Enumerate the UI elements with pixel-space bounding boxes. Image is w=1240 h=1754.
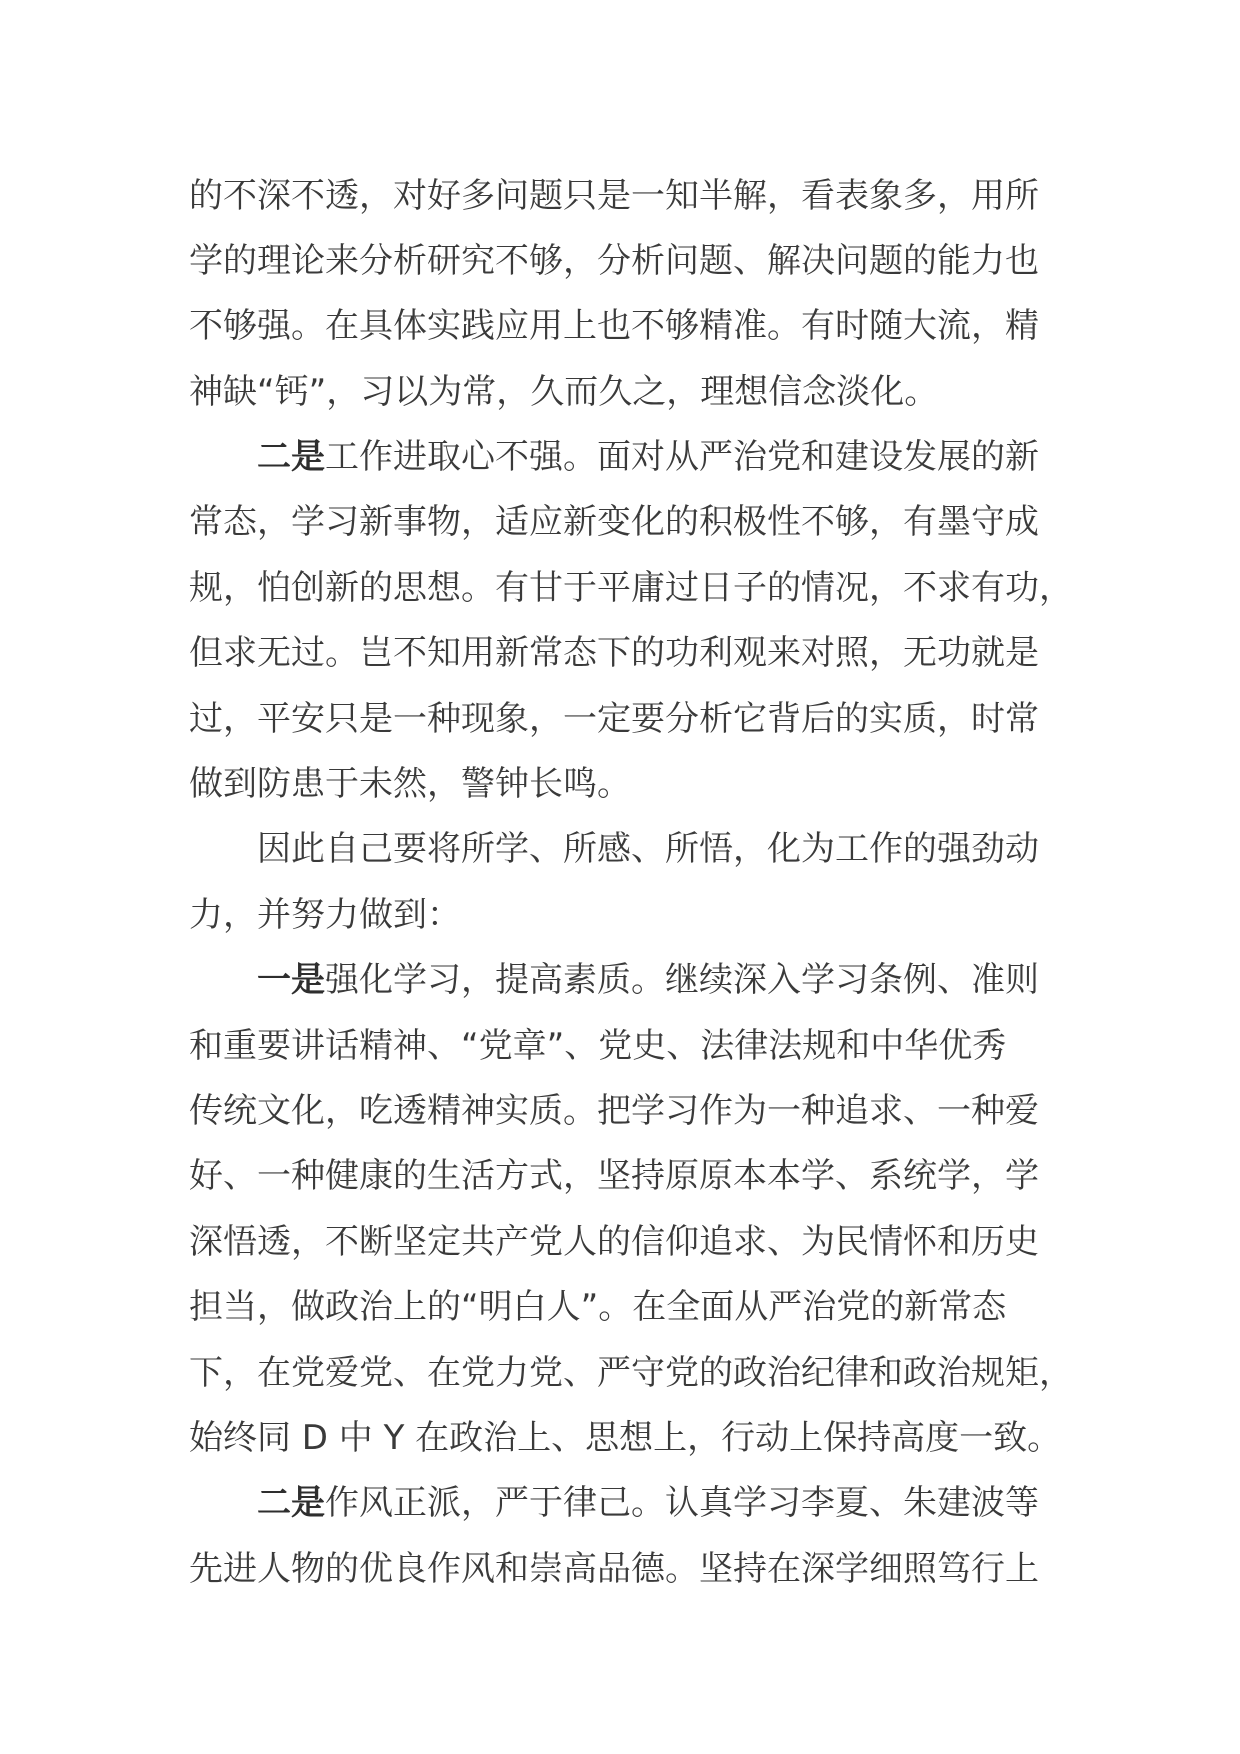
line-text: 神缺“钙”，习以为常，久而久之，理想信念淡化。	[189, 372, 939, 412]
body-line	[189, 691, 1039, 747]
body-line	[189, 1083, 1039, 1139]
paragraph-lead: 一是	[257, 960, 325, 1000]
line-text: 下，在党爱党、在党力党、严守党的政治纪律和政治规矩，	[189, 1353, 1073, 1393]
line-text: 常态，学习新事物，适应新变化的积极性不够，有墨守成	[189, 502, 1039, 542]
paragraph-lead: 二是	[257, 1483, 325, 1523]
line-text: 规，怕创新的思想。有甘于平庸过日子的情况，不求有功，	[189, 568, 1073, 608]
body-line	[189, 494, 1039, 550]
body-line	[189, 364, 938, 420]
body-line	[189, 1214, 1039, 1270]
paragraph-first-line	[257, 429, 1039, 485]
line-text: 力，并努力做到：	[189, 895, 461, 935]
body-line	[189, 560, 1073, 616]
body-line	[189, 1345, 1073, 1401]
line-text: 做到防患于未然，警钟长鸣。	[189, 764, 631, 804]
line-text: 强化学习，提高素质。继续深入学习条例、准则	[325, 960, 1039, 1000]
body-line	[189, 298, 1039, 354]
line-text: 不够强。在具体实践应用上也不够精准。有时随大流，精	[189, 306, 1039, 346]
paragraph-first-line	[257, 1475, 1039, 1531]
line-text: 作风正派，严于律己。认真学习李夏、朱建波等	[325, 1483, 1039, 1523]
body-line	[189, 887, 461, 943]
line-text: 深悟透，不断坚定共产党人的信仰追求、为民情怀和历史	[189, 1222, 1039, 1262]
line-text: 但求无过。岂不知用新常态下的功利观来对照，无功就是	[189, 633, 1039, 673]
line-text: 工作进取心不强。面对从严治党和建设发展的新	[325, 437, 1039, 477]
line-text: 始终同 D 中 Y 在政治上、思想上，行动上保持高度一致。	[189, 1418, 1062, 1458]
line-text: 先进人物的优良作风和崇高品德。坚持在深学细照笃行上	[189, 1549, 1039, 1589]
line-text: 传统文化，吃透精神实质。把学习作为一种追求、一种爱	[189, 1091, 1039, 1131]
paragraph-first-line	[257, 821, 1039, 877]
line-text: 因此自己要将所学、所感、所悟，化为工作的强劲动	[257, 829, 1039, 869]
body-line	[189, 625, 1039, 681]
body-line	[189, 1410, 1061, 1466]
body-line	[189, 1541, 1039, 1597]
body-line	[189, 756, 631, 812]
body-line	[189, 1279, 1006, 1335]
line-text: 学的理论来分析研究不够，分析问题、解决问题的能力也	[189, 241, 1039, 281]
line-text: 过，平安只是一种现象，一定要分析它背后的实质，时常	[189, 699, 1039, 739]
line-text: 担当，做政治上的“明白人”。在全面从严治党的新常态	[189, 1287, 1007, 1327]
body-line	[189, 1018, 1006, 1074]
line-text: 的不深不透，对好多问题只是一知半解，看表象多，用所	[189, 176, 1039, 216]
paragraph-lead: 二是	[257, 437, 325, 477]
line-text: 和重要讲话精神、“党章”、党史、法律法规和中华优秀	[189, 1026, 1007, 1066]
paragraph-first-line	[257, 952, 1039, 1008]
line-text: 好、一种健康的生活方式，坚持原原本本学、系统学，学	[189, 1156, 1039, 1196]
body-line	[189, 168, 1039, 224]
body-line	[189, 233, 1039, 289]
body-line	[189, 1148, 1039, 1204]
